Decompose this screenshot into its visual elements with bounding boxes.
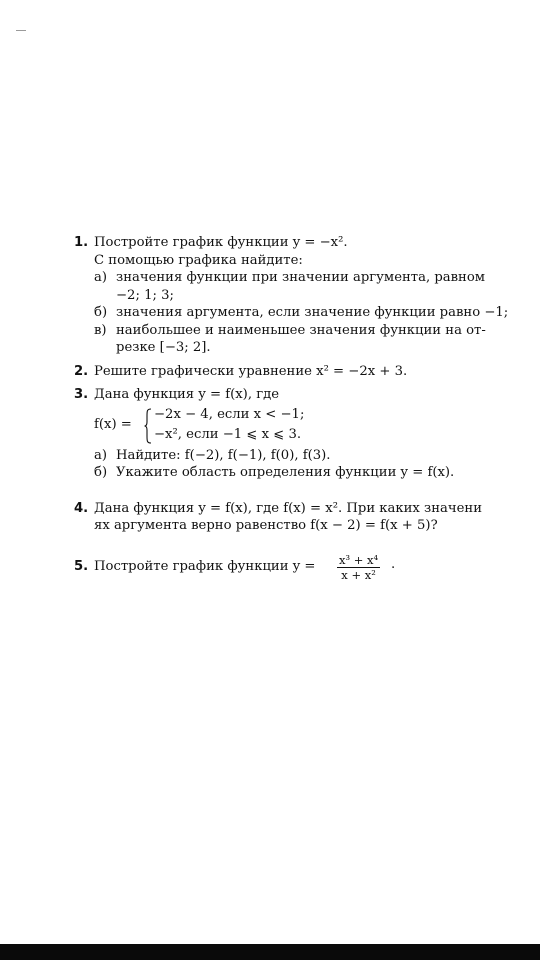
- fraction-numerator: x³ + x⁴: [339, 552, 379, 567]
- subitem-label: б): [94, 465, 108, 480]
- problem-number: 1.: [74, 235, 89, 250]
- problem-2-line-1: [74, 363, 528, 381]
- problem-1-line-1: [74, 234, 528, 252]
- subitem-1c-cont: [74, 339, 528, 357]
- problem-text: ях аргумента верно равенство f(x − 2) = f(x + 5)?: [94, 518, 438, 533]
- subitem-label: а): [94, 447, 108, 463]
- problem-4-line-2: [74, 517, 528, 535]
- subitem-1c: [74, 322, 528, 340]
- subitem-text: Укажите область определения функции y = f(x).: [116, 465, 455, 480]
- subitem-text: значения аргумента, если значение функции равно −1;: [116, 305, 509, 320]
- subitem-label: а): [94, 270, 108, 285]
- subitem-text: −2; 1; 3;: [116, 287, 174, 303]
- piecewise-case-1: −2x − 4, если x < −1;: [154, 406, 305, 422]
- problem-1-line-2: [74, 252, 528, 270]
- problem-number: 2.: [74, 363, 89, 379]
- bottom-black-bar: [0, 944, 540, 960]
- subitem-label: б): [94, 305, 108, 320]
- subitem-1b: [74, 304, 528, 322]
- problem-text: Постройте график функции y =: [94, 558, 316, 574]
- problem-number: 4.: [74, 500, 89, 516]
- subitem-3b: [74, 464, 528, 482]
- fraction-tail: .: [391, 556, 396, 572]
- piecewise-definition: [74, 405, 528, 447]
- subitem-text: резке [−3; 2].: [116, 340, 211, 355]
- problem-3-line-1: [74, 386, 528, 404]
- subitem-3a: [74, 447, 528, 465]
- problem-text: Дана функция y = f(x), где f(x) = x². При каких значени: [94, 500, 483, 516]
- piecewise-case-2: −x², если −1 ⩽ x ⩽ 3.: [154, 426, 302, 442]
- fraction: [337, 553, 380, 582]
- scan-artifact-mark: [16, 30, 26, 31]
- subitem-text: значения функции при значении аргумента, равном: [116, 270, 486, 285]
- problem-4-line-1: [74, 500, 528, 518]
- subitem-text: наибольшее и наименьшее значения функции на от-: [116, 322, 486, 338]
- problem-list: [74, 234, 528, 583]
- problem-number: 5.: [74, 558, 89, 574]
- subitem-1a: [74, 269, 528, 287]
- fraction-denominator: x + x²: [341, 567, 376, 582]
- problem-text: Постройте график функции y = −x².: [94, 235, 348, 250]
- problem-number: 3.: [74, 387, 89, 402]
- problem-text: Дана функция y = f(x), где: [94, 387, 280, 402]
- piecewise-lhs: f(x) =: [94, 416, 132, 432]
- problem-text: Решите графически уравнение x² = −2x + 3.: [94, 363, 408, 379]
- left-brace-icon: [144, 408, 152, 444]
- subitem-1a-cont: [74, 287, 528, 305]
- problem-5-line-1: [74, 553, 528, 583]
- subitem-text: Найдите: f(−2), f(−1), f(0), f(3).: [116, 447, 331, 463]
- problem-text: С помощью графика найдите:: [94, 252, 303, 268]
- subitem-label: в): [94, 322, 107, 338]
